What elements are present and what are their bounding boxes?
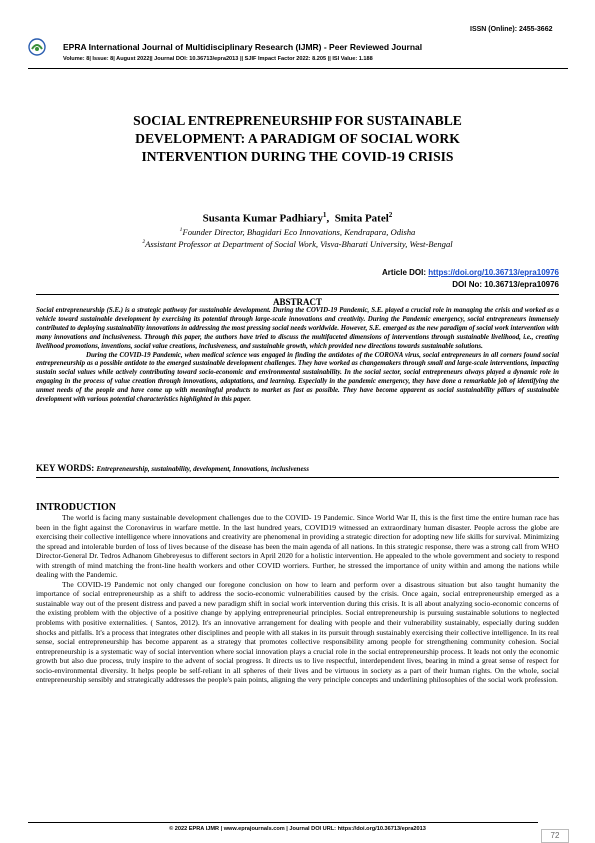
- body-paragraph: The world is facing many sustainable development challenges due to the COVID- 19 Pandemic. Since World War II, this is the first time the entire human race has been in the fight against the Coronavirus in warfare mettle. In the last hundred years, COVID19 witnessed an extraordinary human disaster. People across the globe are exercising their collective intelligence where innovations and creativity are phenomenal in providing a strategic direction for adopting new life skills for survival. Minimizing the spread and intolerable burden of loss of lives because of the disease has been the main agenda of all nations. In this strategic response, there was a strong call from WHO Director-General Dr. Tedros Adhanom Ghebreyesus to different sectors in April 2020 for a holistic intervention. He appealed to the whole government and society to respond with strength of mind matching the front-line health workers and other COVID worriers. Further, he stressed the importance of unity within and among the nations while dealing with the Pandemic.: [36, 513, 559, 580]
- article-doi: [382, 268, 559, 277]
- page-number: 72: [541, 829, 569, 843]
- journal-logo: [28, 38, 46, 56]
- body-paragraph: The COVID-19 Pandemic not only changed our foregone conclusion on how to learn and perform over a disastrous situation but also taught humanity the importance of social entrepreneurship as a shift to address the socio-economic vulnerabilities caused by the crisis. Once again, social entrepreneurship emerged as a sustainable way out of the present distress and paved a new paradigm shift in social work intervention during this crisis. It is all about analyzing socio-economic concerns of the existing problem with the objective of a positive change by applying entrepreneurial principles. Social entrepreneurship is pursuing sustainable solutions to neglected problems with positive externalities. ( Santos, 2012). It's an innovative arrangement for dealing with people and their vulnerability sustainably, especially during sudden shocks and pitfalls. It's a process that integrates other disciplines and people with all stakes in its pursuit through sustainably exercising their collective intelligence. In its real sense, social entrepreneurship has become apparent as a strategy that promotes collective responsibility among people for strengthening community cohesion. Social entrepreneurship is a systematic way of social intervention where social innovation plays a crucial role in the social entrepreneurship process. It leads not only the economic growth but also due process, truly inspire to the advent of social progress. It directs us to live respectful, interdependent lives, bearing in mind a great sense of respect for socio-environmental diversity. It helps people be self-reliant in all spheres of their lives and be virtuous in society as a part of their human rights. On the whole, social entrepreneurship sensibly and strategically addresses the people's pain points, aligning the very principle concepts and underlining philosophies of the social work profession.: [36, 579, 559, 685]
- author-name: Susanta Kumar Padhiary: [202, 212, 323, 225]
- introduction-body: [36, 513, 559, 685]
- article-doi-label: Article DOI:: [382, 268, 429, 277]
- abstract-body: [36, 307, 559, 405]
- affiliation-text: Assistant Professor at Department of Social Work, Visva-Bharati University, West-Bengal: [145, 239, 453, 249]
- author-affiliation-mark: 1: [322, 211, 327, 219]
- affiliation-mark: 2: [142, 239, 146, 246]
- abstract-rule: [36, 294, 559, 295]
- author-separator: ,: [326, 212, 335, 225]
- paper-title-line: DEVELOPMENT: A PARADIGM OF SOCIAL WORK: [135, 131, 460, 146]
- paper-title: [40, 112, 555, 166]
- header-rule: [28, 68, 568, 69]
- page-footer: © 2022 EPRA IJMR | www.eprajournals.com | Journal DOI URL: https://doi.org/10.36713/epra2013: [169, 826, 426, 832]
- article-doi-link[interactable]: https://doi.org/10.36713/epra10976: [428, 268, 559, 277]
- affiliation-text: Founder Director, Bhagidari Eco Innovations, Kendrapara, Odisha: [182, 227, 416, 237]
- doi-number: DOI No: 10.36713/epra10976: [452, 280, 559, 289]
- journal-meta: Volume: 8| Issue: 8| August 2022|| Journal DOI: 10.36713/epra2013 || SJIF Impact Factor 2022: 8.205 || ISI Value: 1.188: [63, 56, 373, 62]
- abstract-paragraph: Social entrepreneurship (S.E.) is a strategic pathway for sustainable development. During the COVID-19 Pandemic, S.E. played a crucial role in managing the crisis and worked as a vehicle toward sustainable development by exercising its potential through large-scale innovations and creativity. During the Pandemic emergency, social entrepreneurs immensely contributed to deploying sustainability innovations in addressing the most pressing social needs worldwide. However, S.E. emerged as the new paradigm of social work intervention with many innovations and inclusiveness. Through this paper, the authors have tried to discuss the multifaceted dimensions of interventions through sustainable livelihood, i.e., creating livelihood promotions, inventions, social value creations, inclusiveness, and sustainable growth, which provided new directions towards sustainable solutions.: [36, 307, 559, 350]
- paper-title-line: INTERVENTION DURING THE COVID-19 CRISIS: [141, 149, 454, 164]
- abstract-paragraph: During the COVID-19 Pandemic, when medical science was engaged in finding the antidotes of the CORONA virus, social entrepreneurs in all corners found social entrepreneurship as a possible antidote to the emerged sustainable development challenges. They have worked as changemakers through small and large-scale interventions, impacting sustain social values while actively contributing toward socio-economic and environmental sustainability. In the social sector, social entrepreneurs always played a dynamic role in engaging in the process of value creation through innovations, adaptations, and learning. Especially in the pandemic emergency, they have done a remarkable job of identifying the unmet needs of the people and have come up with meaningful products to market as fast as possible. They have become apparent as social sustainability pillars of sustainable development with various potential characteristics highlighted in this paper.: [36, 351, 559, 404]
- journal-title: EPRA International Journal of Multidisciplinary Research (IJMR) - Peer Reviewed Journal: [63, 42, 423, 52]
- keywords-value: Entrepreneurship, sustainability, development, Innovations, inclusiveness: [96, 465, 310, 473]
- affiliation: [40, 239, 555, 249]
- keywords-rule: [36, 477, 559, 478]
- issn: ISSN (Online): 2455-3662: [470, 26, 553, 33]
- paper-title-line: SOCIAL ENTREPRENEURSHIP FOR SUSTAINABLE: [133, 113, 462, 128]
- author-affiliation-mark: 2: [388, 211, 393, 219]
- keywords: [36, 463, 559, 473]
- section-heading: INTRODUCTION: [36, 502, 117, 513]
- keywords-label: KEY WORDS:: [36, 463, 97, 473]
- author-list: [40, 211, 555, 225]
- author-name: Smita Patel: [334, 212, 389, 225]
- affiliation: [40, 227, 555, 237]
- affiliation-mark: 1: [179, 227, 183, 234]
- abstract-heading: ABSTRACT: [272, 297, 322, 307]
- footer-rule: [28, 822, 538, 823]
